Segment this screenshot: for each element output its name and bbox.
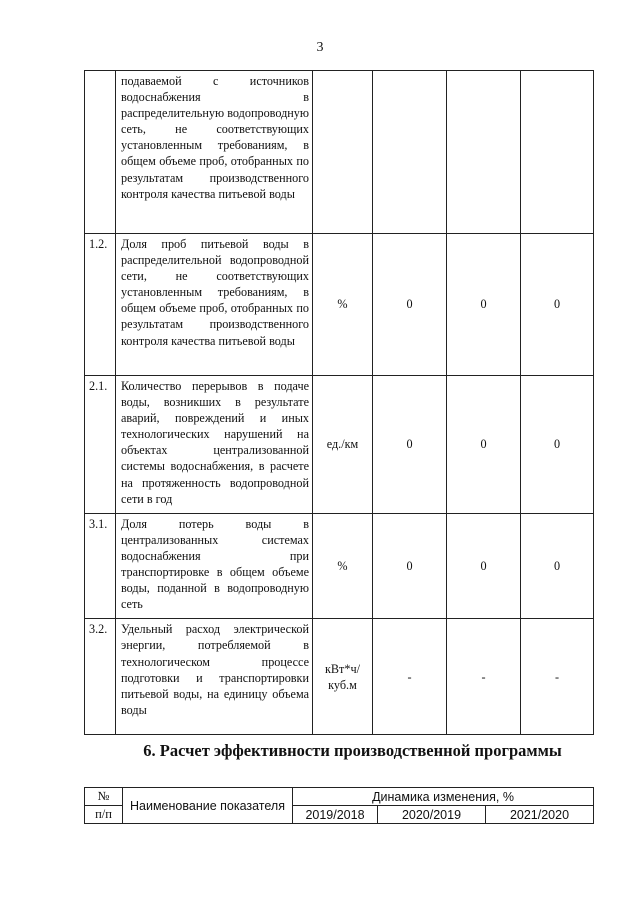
year-header: 2020/2019 [378, 806, 486, 824]
table-row [85, 234, 594, 376]
indicator-name: Количество перерывов в подаче воды, возникших в результате аварий, повреждений и иных технологических нарушений на объектах централизованной системы водоснабжения, в расчете на протяженность водопроводной сети в год [116, 376, 313, 514]
value-cell: 0 [521, 513, 594, 619]
unit-cell: ед./км [313, 376, 373, 514]
table-row [85, 71, 594, 234]
efficiency-table-header [84, 787, 594, 824]
page-number: 3 [316, 40, 324, 55]
unit-cell: кВт*ч/ куб.м [313, 619, 373, 735]
row-number: 1.2. [85, 234, 116, 376]
unit-cell [313, 71, 373, 234]
value-cell: 0 [447, 376, 521, 514]
indicator-name: Доля проб питьевой воды в распределительной водопроводной сети, не соответствующих установленным требованиям, в общем объеме проб, отобранных по результатам производственного контроля качества питьевой воды [116, 234, 313, 376]
row-number: 2.1. [85, 376, 116, 514]
value-cell [373, 71, 447, 234]
header-row [85, 788, 594, 806]
name-header: Наименование показателя [123, 788, 293, 824]
value-cell: 0 [447, 234, 521, 376]
num-header: № [85, 788, 123, 806]
section-title: 6. Расчет эффективности производственной программы [143, 741, 562, 760]
row-number [85, 71, 116, 234]
value-cell: 0 [373, 513, 447, 619]
row-number: 3.1. [85, 513, 116, 619]
value-cell: - [521, 619, 594, 735]
indicators-table [84, 70, 594, 735]
indicator-name: Доля потерь воды в централизованных системах водоснабжения при транспортировке в общем объеме воды, поданной в водопроводную сеть [116, 513, 313, 619]
unit-cell: % [313, 513, 373, 619]
row-number: 3.2. [85, 619, 116, 735]
indicator-name: Удельный расход электрической энергии, потребляемой в технологическом процессе подготовки и транспортировки питьевой воды, на единицу объема воды [116, 619, 313, 735]
value-cell: - [373, 619, 447, 735]
value-cell: - [447, 619, 521, 735]
unit-cell: % [313, 234, 373, 376]
num-header-sub: п/п [85, 806, 123, 824]
value-cell: 0 [521, 376, 594, 514]
table-row [85, 376, 594, 514]
value-cell [447, 71, 521, 234]
table-row [85, 513, 594, 619]
year-header: 2019/2018 [293, 806, 378, 824]
dynamics-header: Динамика изменения, % [293, 788, 594, 806]
value-cell: 0 [521, 234, 594, 376]
table-row [85, 619, 594, 735]
value-cell [521, 71, 594, 234]
value-cell: 0 [447, 513, 521, 619]
indicator-name: подаваемой с источников водоснабжения в распределительную водопроводную сеть, не соответствующих установленным требованиям, в общем объеме проб, отобранных по результатам производственного контроля качества питьевой воды [116, 71, 313, 234]
value-cell: 0 [373, 376, 447, 514]
year-header: 2021/2020 [486, 806, 594, 824]
value-cell: 0 [373, 234, 447, 376]
